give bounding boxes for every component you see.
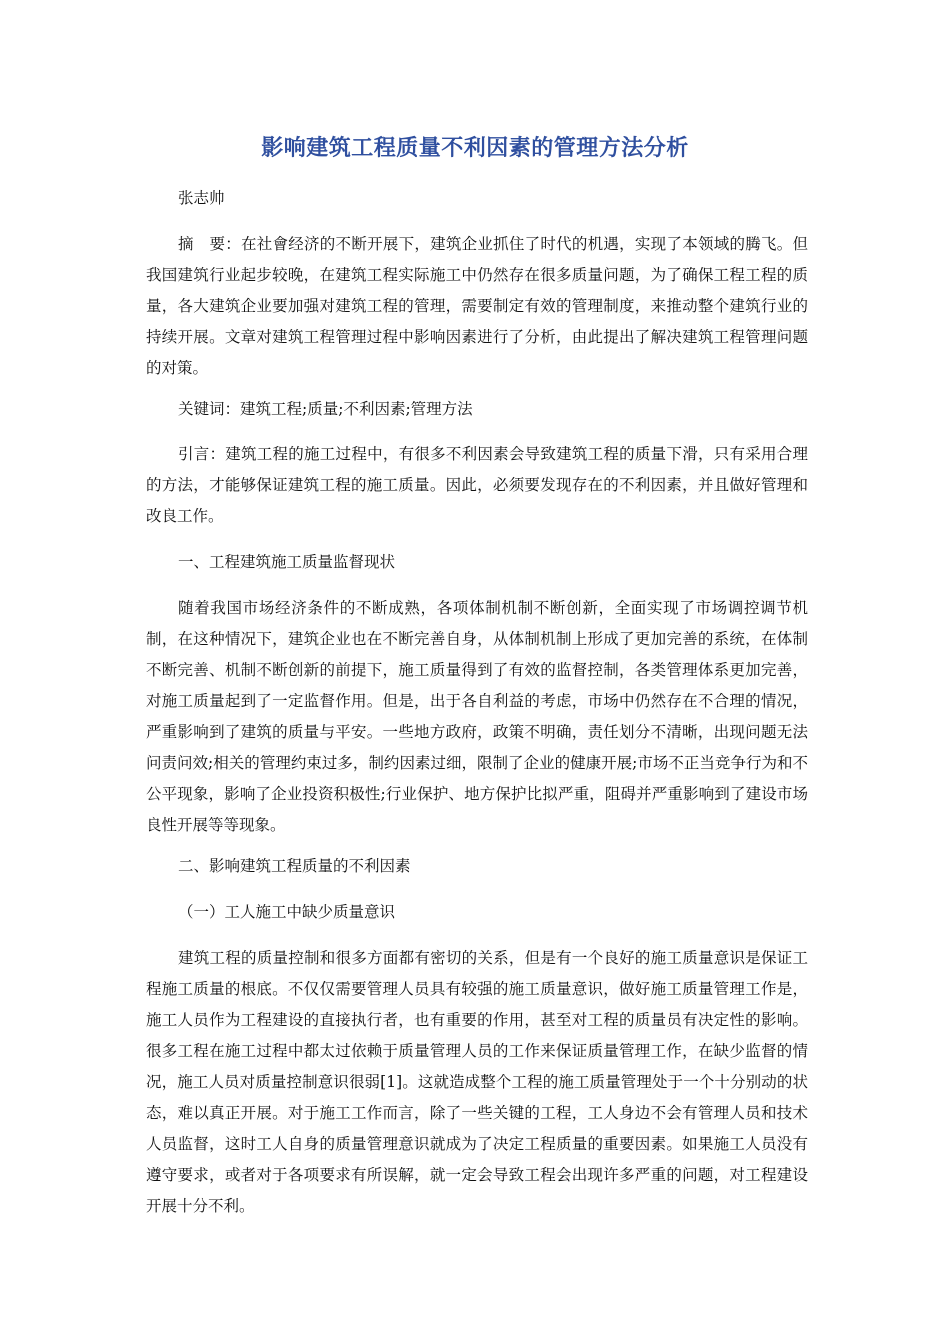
- intro-paragraph: 引言：建筑工程的施工过程中，有很多不利因素会导致建筑工程的质量下滑，只有采用合理的方法，才能够保证建筑工程的施工质量。因此，必须要发现存在的不利因素，并且做好管理和改良工作。: [146, 445, 808, 525]
- section2-sub1-heading: （一）工人施工中缺少质量意识: [178, 903, 396, 921]
- document-title: 影响建筑工程质量不利因素的管理方法分析: [261, 136, 689, 161]
- author-name: 张志帅: [178, 189, 225, 207]
- section2-heading: 二、影响建筑工程质量的不利因素: [178, 857, 411, 875]
- abstract-paragraph: 摘 要：在社會经济的不断开展下，建筑企业抓住了时代的机遇，实现了本领域的腾飞。但我国建筑行业起步较晚，在建筑工程实际施工中仍然存在很多质量问题，为了确保工程工程的质量，各大建筑企业要加强对建筑工程的管理，需要制定有效的管理制度，来推动整个建筑行业的持续开展。文章对建筑工程管理过程中影响因素进行了分析，由此提出了解决建筑工程管理问题的对策。: [146, 235, 808, 377]
- section2-sub1-body: 建筑工程的质量控制和很多方面都有密切的关系，但是有一个良好的施工质量意识是保证工程施工质量的根底。不仅仅需要管理人员具有较强的施工质量意识，做好施工质量管理工作是，施工人员作为工程建设的直接执行者，也有重要的作用，甚至对工程的质量员有决定性的影响。很多工程在施工过程中都太过依赖于质量管理人员的工作来保证质量管理工作，在缺少监督的情况，施工人员对质量控制意识很弱[1]。这就造成整个工程的施工质量管理处于一个十分别动的状态，难以真正开展。对于施工工作而言，除了一些关键的工程，工人身边不会有管理人员和技术人员监督，这时工人自身的质量管理意识就成为了决定工程质量的重要因素。如果施工人员没有遵守要求，或者对于各项要求有所误解，就一定会导致工程会出现许多严重的问题，对工程建设开展十分不利。: [146, 949, 808, 1215]
- section1-heading: 一、工程建筑施工质量监督现状: [178, 553, 396, 571]
- keywords-line: 关键词：建筑工程;质量;不利因素;管理方法: [178, 400, 473, 418]
- section1-body: 随着我国市场经济条件的不断成熟，各项体制机制不断创新，全面实现了市场调控调节机制，在这种情况下，建筑企业也在不断完善自身，从体制机制上形成了更加完善的系统，在体制不断完善、机制不断创新的前提下，施工质量得到了有效的监督控制，各类管理体系更加完善，对施工质量起到了一定监督作用。但是，出于各自利益的考虑，市场中仍然存在不合理的情况，严重影响到了建筑的质量与平安。一些地方政府，政策不明确，责任划分不清晰，出现问题无法问责问效;相关的管理约束过多，制约因素过细，限制了企业的健康开展;市场不正当竞争行为和不公平现象，影响了企业投资积极性;行业保护、地方保护比拟严重，阻碍并严重影响到了建设市场良性开展等等现象。: [146, 599, 808, 834]
